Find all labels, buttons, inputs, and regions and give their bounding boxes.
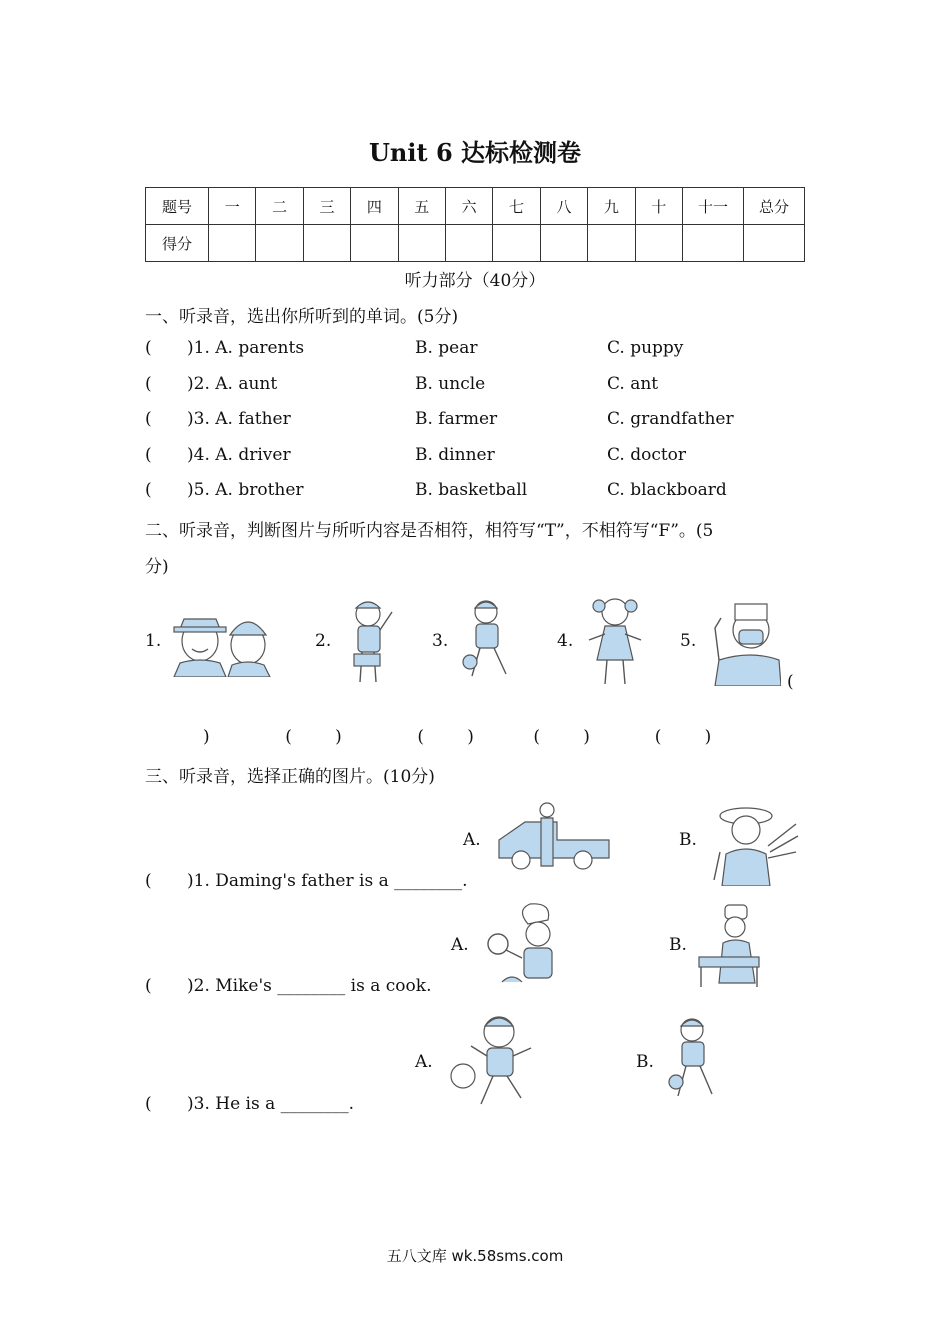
- boy-football-picture[interactable]: [445, 1012, 555, 1112]
- option-b-label: B.: [679, 830, 697, 850]
- question-text: )2. Mike's ________ is a cook.: [187, 976, 432, 996]
- page-title: Unit 6 达标检测卷: [369, 138, 581, 167]
- list-item-option-a: )3. A. father: [187, 409, 291, 429]
- grandparents-picture: [170, 605, 278, 677]
- list-item-option-c: C. puppy: [607, 338, 684, 358]
- section1-heading: 一、听录音，选出你所听到的单词。(5分): [145, 307, 459, 327]
- footer-watermark: 五八文库 wk.58sms.com: [386, 1247, 564, 1265]
- score-table-header-row: [146, 188, 805, 225]
- option-b-label: B.: [669, 935, 687, 955]
- question-text: )1. Daming's father is a ________.: [187, 871, 468, 891]
- score-input-cell[interactable]: [445, 225, 492, 262]
- list-item-option-c: C. blackboard: [607, 480, 727, 500]
- list-item-paren[interactable]: (: [145, 409, 152, 429]
- girl-picture: [583, 594, 647, 688]
- table-cell: 题号: [146, 188, 209, 225]
- answer-paren[interactable]: (: [787, 672, 794, 692]
- score-input-cell[interactable]: [683, 225, 744, 262]
- list-item-paren[interactable]: (: [145, 480, 152, 500]
- section2-heading: 二、听录音，判断图片与所听内容是否相符，相符写“T”，不相符写“F”。(5: [145, 521, 714, 541]
- question-text: )3. He is a ________.: [187, 1094, 355, 1114]
- list-item-option-c: C. grandfather: [607, 409, 734, 429]
- list-item-option-b: B. pear: [415, 338, 478, 358]
- table-cell: 五: [398, 188, 445, 225]
- picture-label: 5.: [680, 631, 697, 651]
- list-item-option-c: C. doctor: [607, 445, 687, 465]
- score-input-cell[interactable]: [744, 225, 805, 262]
- score-input-cell[interactable]: [209, 225, 256, 262]
- score-input-cell[interactable]: [540, 225, 587, 262]
- list-item-paren[interactable]: (: [145, 338, 152, 358]
- table-cell: 得分: [146, 225, 209, 262]
- option-b-label: B.: [636, 1052, 654, 1072]
- score-input-cell[interactable]: [256, 225, 303, 262]
- picture-label: 3.: [432, 631, 449, 651]
- list-item-option-a: )1. A. parents: [187, 338, 305, 358]
- list-item-paren[interactable]: (: [145, 445, 152, 465]
- farmer-picture[interactable]: [710, 796, 800, 886]
- table-cell: 二: [256, 188, 303, 225]
- truck-driver-picture[interactable]: [495, 800, 613, 872]
- list-item-option-b: B. uncle: [415, 374, 486, 394]
- table-cell: 十: [635, 188, 682, 225]
- score-input-cell[interactable]: [303, 225, 350, 262]
- list-item-option-a: )5. A. brother: [187, 480, 304, 500]
- list-item-option-b: B. farmer: [415, 409, 498, 429]
- chef-cooking-picture[interactable]: [482, 900, 566, 990]
- picture-label: 4.: [557, 631, 574, 651]
- score-input-cell[interactable]: [351, 225, 398, 262]
- table-cell: 一: [209, 188, 256, 225]
- list-item-paren[interactable]: (: [145, 1094, 152, 1114]
- option-a-label: A.: [415, 1052, 433, 1072]
- list-item-option-b: B. dinner: [415, 445, 495, 465]
- section3-heading: 三、听录音，选择正确的图片。(10分): [145, 767, 435, 787]
- score-table-score-row: [146, 225, 805, 262]
- table-cell: 三: [303, 188, 350, 225]
- table-cell: 八: [540, 188, 587, 225]
- list-item-option-c: C. ant: [607, 374, 659, 394]
- table-cell: 四: [351, 188, 398, 225]
- score-table: [145, 187, 805, 262]
- table-cell: 六: [445, 188, 492, 225]
- score-input-cell[interactable]: [588, 225, 635, 262]
- boy-waving-picture: [340, 596, 400, 688]
- list-item-option-a: )2. A. aunt: [187, 374, 278, 394]
- score-input-cell[interactable]: [635, 225, 682, 262]
- picture-label: 2.: [315, 631, 332, 651]
- picture-label: 1.: [145, 631, 162, 651]
- section2-heading-cont: 分): [145, 557, 169, 577]
- score-input-cell[interactable]: [493, 225, 540, 262]
- list-item-paren[interactable]: (: [145, 871, 152, 891]
- table-cell: 九: [588, 188, 635, 225]
- listening-header: 听力部分（40分）: [404, 271, 546, 291]
- section2-answer-line[interactable]: ) ( ) ( ) ( ) ( ): [203, 727, 712, 747]
- boy-basketball-picture: [458, 596, 522, 688]
- option-a-label: A.: [463, 830, 481, 850]
- option-a-label: A.: [451, 935, 469, 955]
- cook-at-stove-picture[interactable]: [697, 903, 763, 989]
- table-cell: 十一: [683, 188, 744, 225]
- table-cell: 七: [493, 188, 540, 225]
- list-item-option-a: )4. A. driver: [187, 445, 291, 465]
- list-item-option-b: B. basketball: [415, 480, 528, 500]
- list-item-paren[interactable]: (: [145, 374, 152, 394]
- list-item-paren[interactable]: (: [145, 976, 152, 996]
- score-input-cell[interactable]: [398, 225, 445, 262]
- masked-doctor-picture: [705, 598, 781, 686]
- table-cell: 总分: [744, 188, 805, 225]
- boy-basketball-picture[interactable]: [666, 1014, 726, 1108]
